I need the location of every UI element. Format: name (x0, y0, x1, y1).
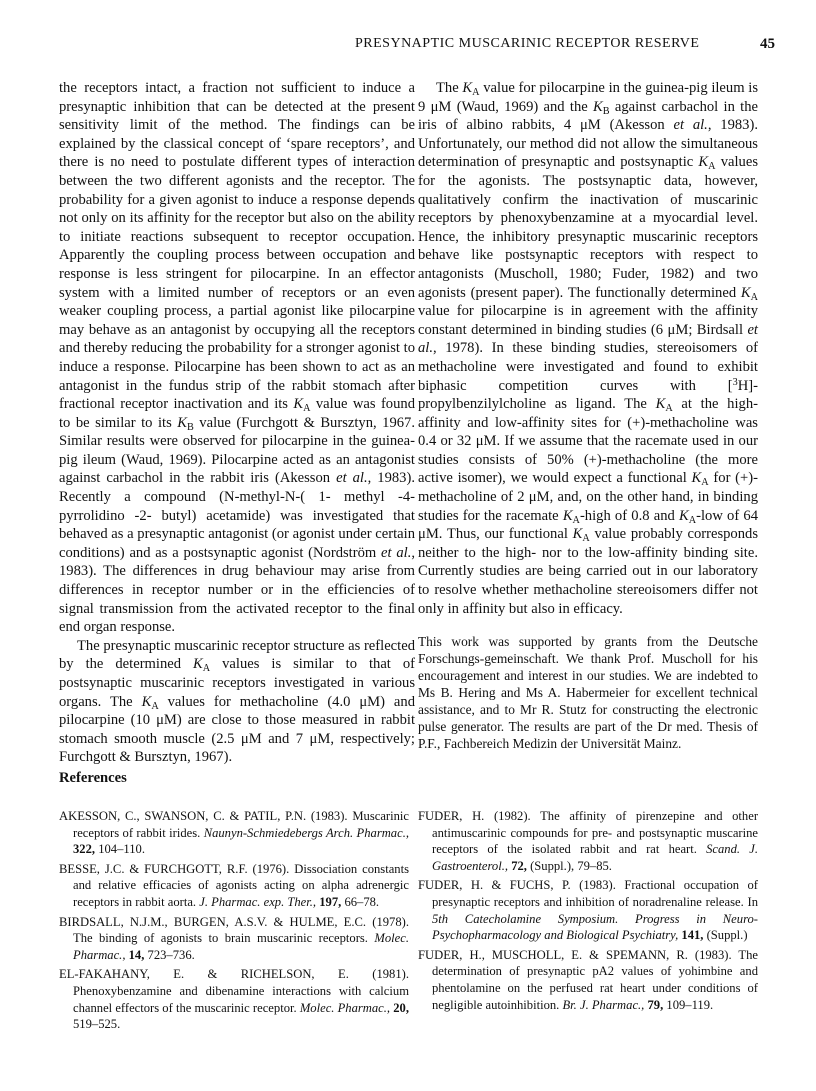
reference-volume: 79, (647, 997, 664, 1012)
reference-journal: 5th Catecholamine Symposium. Progress in Neuro-Psychopharmacology and Biological Psychiatry, (432, 911, 758, 943)
reference-authors: BIRDSALL, N.J.M., BURGEN, A.S.V. & HULME, E.C. (1978). (59, 914, 409, 929)
reference-pages: 66–78. (344, 894, 380, 909)
reference-item (59, 966, 409, 1032)
running-header (0, 36, 816, 58)
paragraph: The presynaptic muscarinic receptor structure as reflected by the determined $K_A$ values is similar to that of postsynaptic muscarinic receptors investigated in various organs. The $K_A$ values for methacholine (4.0 μM) and pilocarpine (10 μM) are close to those measured in rabbit stomach smooth muscle (2.5 μM and 7 μM, respectively; Furchgott & Bursztyn, 1967). (59, 637, 416, 766)
reference-item (418, 947, 758, 1013)
reference-pages: 519–525. (73, 1017, 121, 1032)
reference-authors: FUDER, H. & FUCHS, P. (1983). (418, 878, 616, 893)
reference-pages: 104–110. (98, 842, 145, 857)
reference-journal: Scand. J. Gastroenterol., (432, 842, 758, 873)
reference-volume: 322, (73, 842, 96, 857)
reference-pages: 109–119. (666, 997, 714, 1012)
reference-list-right (418, 808, 758, 1016)
reference-journal: J. Pharmac. exp. Ther., (199, 894, 317, 909)
reference-pages: 723–736. (147, 947, 195, 962)
reference-title: Dissociation constants and relative efficacies of agonists acting on alpha adrenergic receptors in rabbit aorta. (73, 861, 409, 909)
reference-authors: FUDER, H. (1982). (418, 809, 531, 823)
reference-title: The affinity of pirenzepine and other antimuscarinic compounds for pre- and postsynaptic muscarine receptors of the isolated rabbit and rat heart. (432, 809, 759, 857)
references-heading: References (59, 770, 127, 786)
reference-volume: 141, (681, 928, 704, 943)
reference-authors: AKESSON, C., SWANSON, C. & PATIL, P.N. (1983). (59, 809, 348, 823)
reference-pages: (Suppl.) (706, 928, 748, 943)
page-number: 45 (760, 36, 775, 52)
paragraph: the receptors intact, a fraction not sufficient to induce a presynaptic inhibition that can be detected at the present sensitivity limit of the method. The findings can be explained by the classical concept of ‘spare receptors’, and there is no need to postulate different types of interaction between the two different agonists and the receptor. The probability for a given agonist to induce a response depends not only on its affinity for the receptor but also on the ability to initiate reactions subsequent to receptor occupation. Apparently the coupling process between occupation and response is less stringent for pilocarpine. In an effector system with a limited number of receptors or an even weaker coupling process, a partial agonist like pilocarpine may behave as an antagonist by occupying all the receptors and thereby reducing the probability for a stronger agonist to induce a response. Pilocarpine has been shown to act as an antagonist in the fundus strip of the rabbit stomach after fractional receptor inactivation and its $K_A$ value was found to be similar to its $K_B$ value (Furchgott & Bursztyn, 1967. Similar results were observed for pilocarpine in the guinea-pig ileum (Waud, 1969). Pilocarpine acted as an antagonist against carbachol in the rabbit iris (Akesson et al., 1983). Recently a compound (N-methyl-N-( 1- methyl -4- pyrrolidino -2- butyl) acetamide) was investigated that behaved as a presynaptic antagonist (or agonist under certain conditions) and as a postsynaptic agonist (Nordström et al., 1983). The differences in drug behaviour may arise from differences in receptor number or in the efficiencies of signal transmission from the activated receptor to the final end organ response. (59, 80, 415, 636)
body-column-left (59, 79, 415, 767)
reference-pages: (Suppl.), 79–85. (530, 858, 612, 873)
reference-authors: EL-FAKAHANY, E. & RICHELSON, E. (1981). (59, 967, 409, 982)
running-title: PRESYNAPTIC MUSCARINIC RECEPTOR RESERVE (355, 36, 700, 51)
reference-item (59, 914, 409, 964)
reference-volume: 197, (319, 894, 342, 909)
reference-journal: Naunyn-Schmiedebergs Arch. Pharmac., (203, 825, 409, 840)
reference-title: Phenoxybenzamine and dibenamine interactions with calcium channel effectors of the muscarinic receptor. (73, 983, 409, 1015)
reference-volume: 14, (128, 947, 145, 962)
body-column-right (418, 79, 758, 618)
reference-authors: BESSE, J.C. & FURCHGOTT, R.F. (1976). (59, 861, 290, 876)
reference-item (418, 808, 758, 874)
reference-item (59, 808, 409, 858)
reference-title: Muscarinic receptors of rabbit irides. (73, 809, 409, 840)
reference-title: The binding of agonists to brain muscarinic receptors. (73, 931, 368, 946)
acknowledgement: This work was supported by grants from the Deutsche Forschungs-gemeinschaft. We thank Prof. Muscholl for his encouragement and interest in our studies. We are indebted to Ms B. Hering and Ms A. Habermeier for excellent technical assistance, and to Mr R. Stutz for constructing the electronic pulse generator. The results are part of the Dr med. Thesis of P.F., Fachbereich Medizin der Universität Mainz. (418, 634, 758, 751)
reference-authors: FUDER, H., MUSCHOLL, E. & SPEMANN, R. (1983). (418, 947, 732, 962)
paragraph: The $K_A$ value for pilocarpine in the guinea-pig ileum is 9 μM (Waud, 1969) and the $K_B$ against carbachol in the iris of albino rabbits, 4 μM (Akesson et al., 1983). Unfortunately, our method did not allow the simultaneous determination of presynaptic and postsynaptic $K_A$ values for the agonists. The postsynaptic data, however, qualitatively confirm the inactivation of muscarinic receptors by phenoxybenzamine at a myocardial level. Hence, the inhibitory presynaptic muscarinic receptors behave like postsynaptic receptors with respect to antagonists (Muscholl, 1980; Fuder, 1982) and two agonists (present paper). The functionally determined $K_A$ value for pilocarpine is in agreement with the affinity constant determined in binding studies (6 μM; Birdsall et al., 1978). In these binding studies, stereoisomers of methacholine were investigated and found to exhibit biphasic competition curves with [$^3$H]-propylbenzilylcholine as ligand. The $K_A$ at the high-affinity and low-affinity sites for (+)-methacholine was 0.4 or 32 μM. If we assume that the racemate used in our studies consists of 50% (+)-methacholine (the more active isomer), we would expect a functional $K_A$ for (+)-methacholine of 2 μM, and, on the other hand, in binding studies for the racemate $K_A$-high of 0.8 and $K_A$-low of 64 μM. Thus, our functional $K_A$ value probably corresponds neither to the high- nor to the low-affinity binding site. Currently studies are being carried out in our laboratory to resolve whether methacholine stereoisomers differ not only in affinity but also in efficacy. (418, 80, 759, 617)
reference-journal: Molec. Pharmac., (73, 931, 409, 962)
reference-journal: Molec. Pharmac., (299, 1000, 391, 1015)
reference-item (59, 861, 409, 911)
reference-journal: Br. J. Pharmac., (562, 997, 645, 1012)
reference-title: The determination of presynaptic pA2 values of yohimbine and phentolamine on the perfused rat heart under conditions of negligible autoinhibition. (432, 947, 759, 1012)
reference-list-left (59, 808, 409, 1036)
reference-volume: 20, (393, 1000, 409, 1015)
reference-title: Fractional occupation of presynaptic receptors and inhibition of noradrenaline release. In (432, 878, 758, 909)
reference-volume: 72, (511, 858, 527, 873)
reference-item (418, 877, 758, 943)
